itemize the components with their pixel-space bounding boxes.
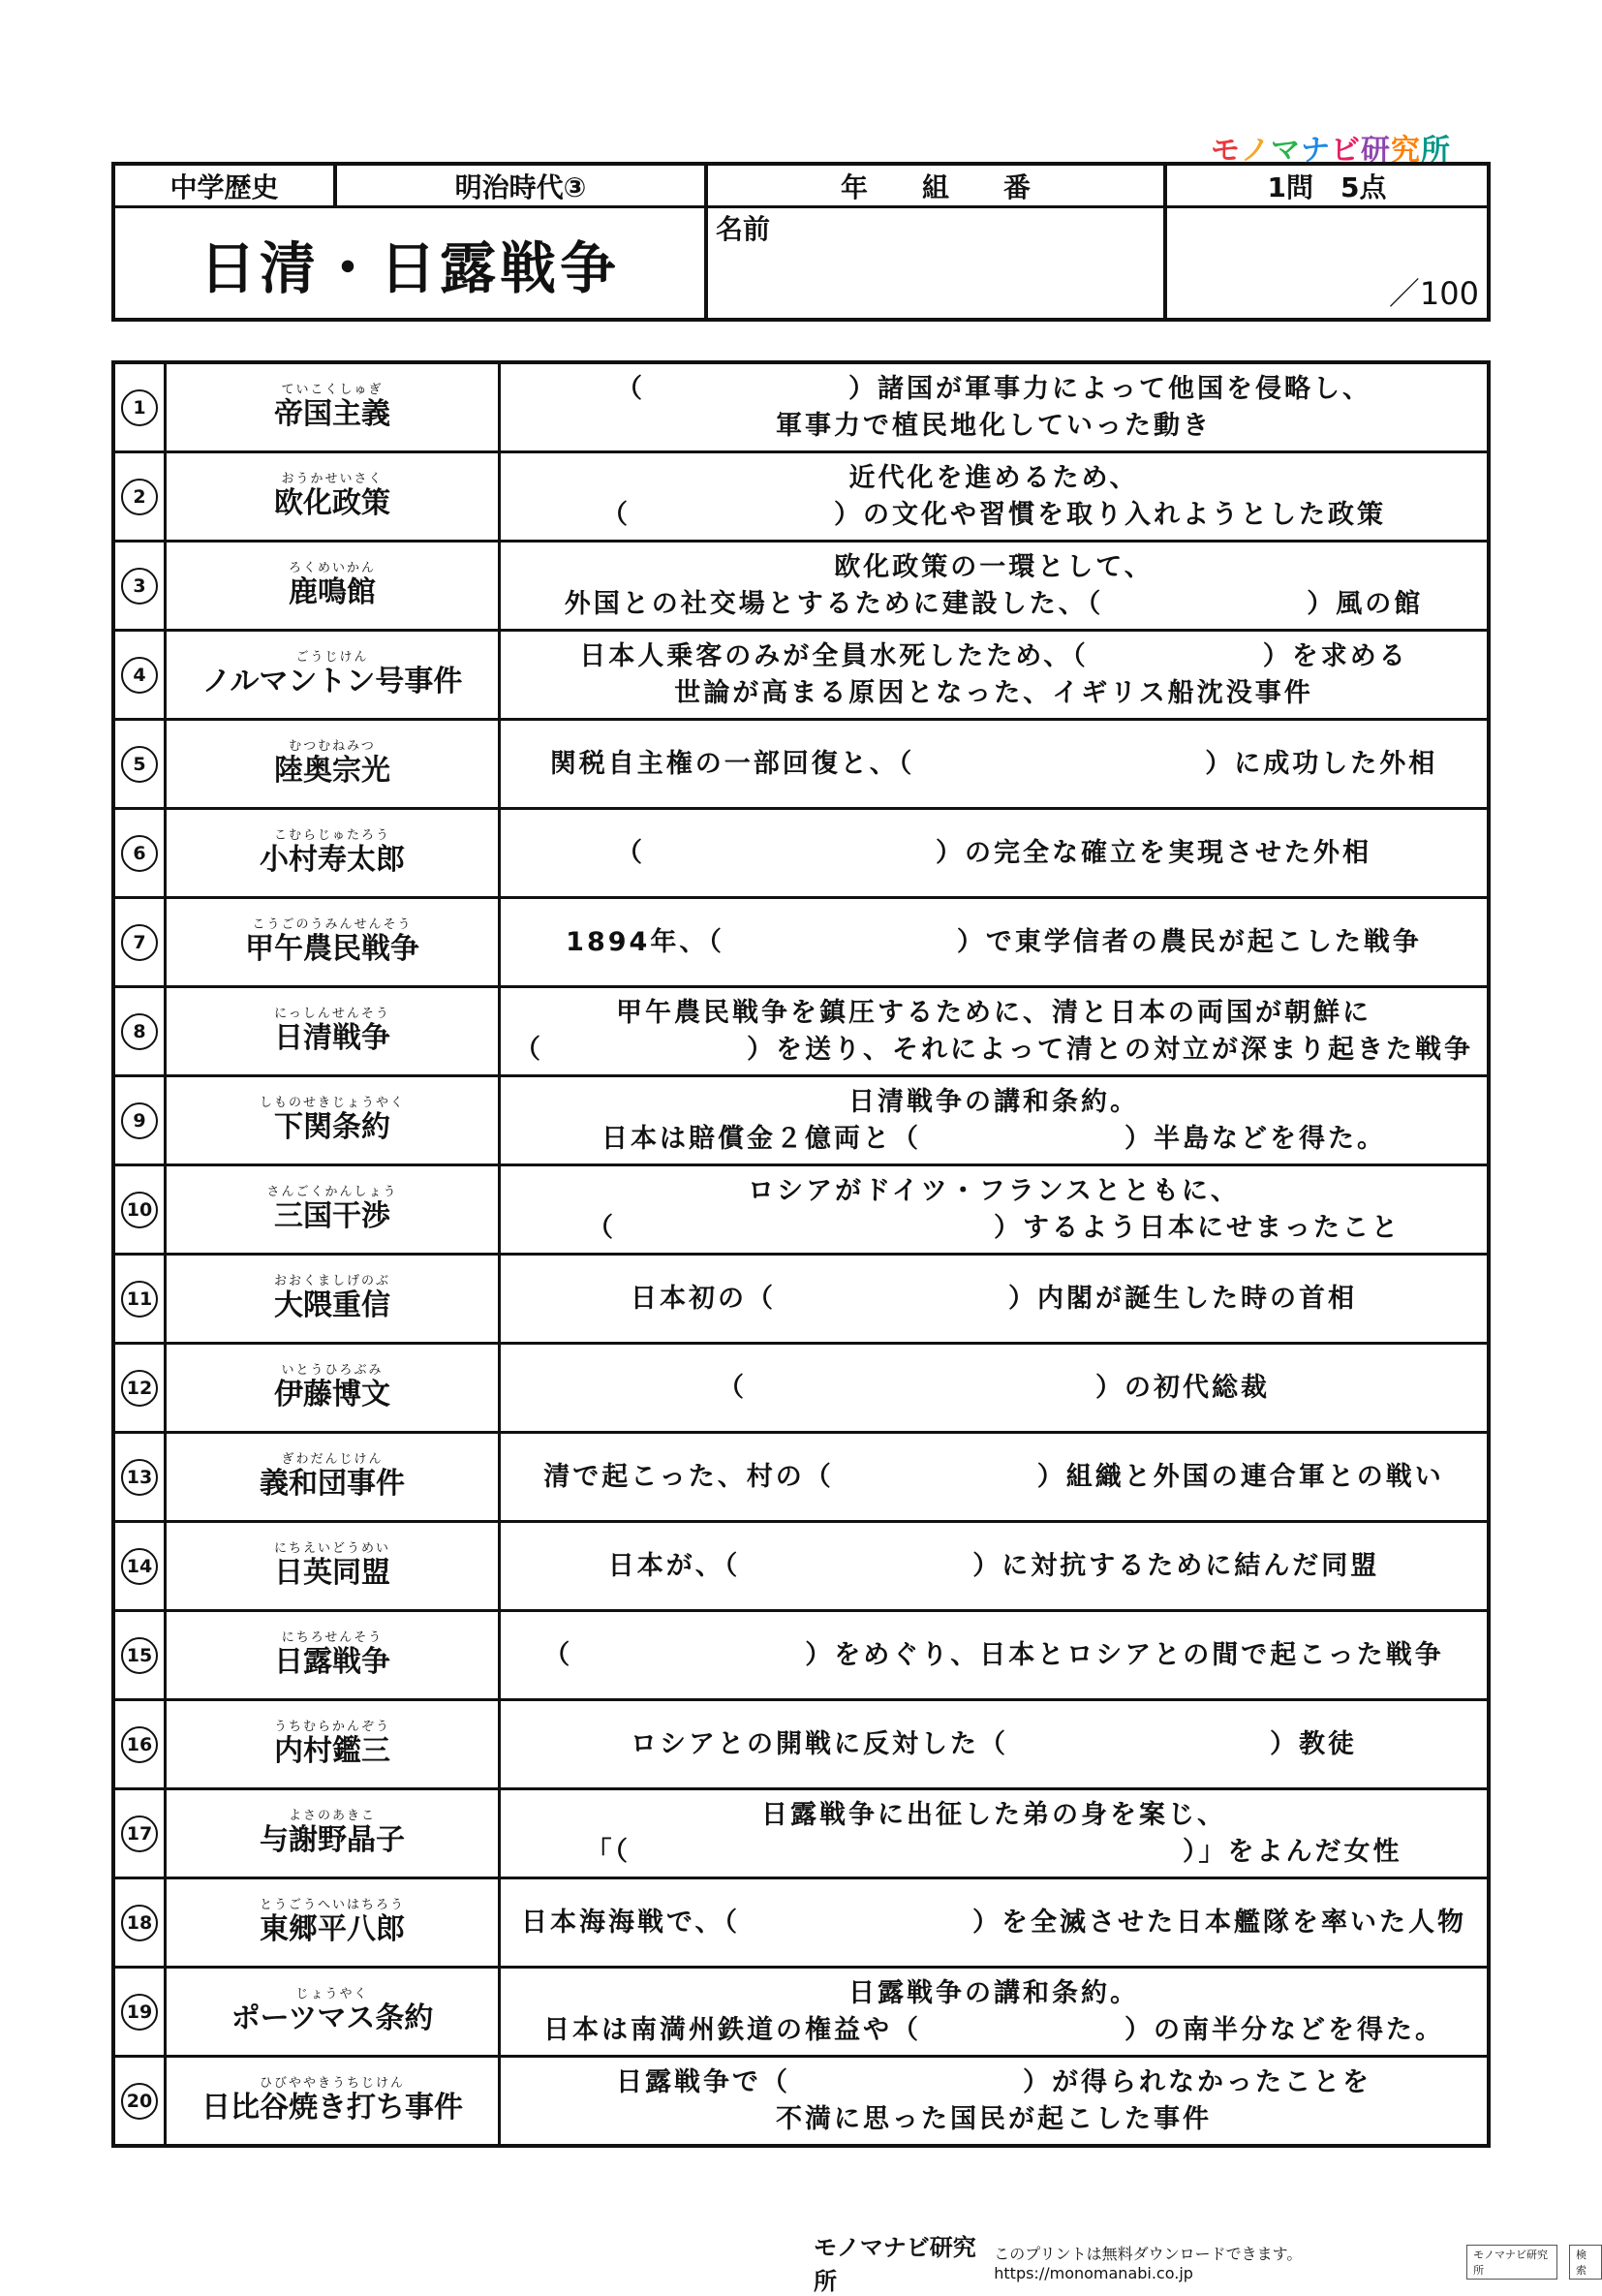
logo-char: 究 (1391, 134, 1421, 168)
description-line: 清で起こった、村の（ ）組織と外国の連合軍との戦い (543, 1461, 1444, 1492)
unit-cell (337, 166, 704, 205)
term-cell (167, 543, 501, 629)
description-cell (501, 1166, 1487, 1253)
description-line: （ ）を送り、それによって清との対立が深まり起きた戦争 (514, 1034, 1473, 1065)
term-cell (167, 1790, 501, 1877)
logo-char: モ (1211, 134, 1241, 168)
term-ruby: にちえいどうめい (273, 1540, 390, 1556)
page-title: 日清・日露戦争 (199, 235, 620, 301)
term-text: 内村鑑三 (274, 1733, 390, 1768)
question-number: 8 (121, 1013, 158, 1050)
description-line: 日露戦争で（ ）が得られなかったことを (616, 2066, 1371, 2097)
description-line: 日本が、（ ）に対抗するために結んだ同盟 (607, 1550, 1380, 1581)
description-line: （ ）の完全な確立を実現させた外相 (616, 837, 1371, 868)
term-ruby: ぎわだんじけん (281, 1451, 384, 1467)
term-cell (167, 1969, 501, 2055)
unit: 明治時代③ (454, 171, 587, 203)
description-line: 外国との社交場とするために建設した、（ ）風の館 (564, 588, 1424, 619)
description-line: （ ）するよう日本にせまったこと (587, 1212, 1401, 1243)
description-line: 日本人乗客のみが全員水死したため、（ ）を求める (579, 640, 1408, 671)
footer-logo: モノマナビ研究所 (814, 2234, 976, 2295)
question-number: 16 (121, 1726, 158, 1763)
term-ruby: とうごうへいはちろう (259, 1897, 405, 1912)
question-number-cell (115, 1879, 167, 1966)
description-cell (501, 1345, 1487, 1431)
question-row (115, 543, 1487, 632)
term-text: 帝国主義 (274, 396, 390, 431)
term-text: ポーツマス条約 (231, 2001, 434, 2035)
question-number: 10 (121, 1192, 158, 1228)
description-line: 「（ ）」をよんだ女性 (585, 1836, 1402, 1867)
footer-brand-button[interactable]: モノマナビ研究所 (1466, 2245, 1557, 2280)
question-row (115, 1077, 1487, 1166)
question-row (115, 1166, 1487, 1256)
description-line: ロシアとの開戦に反対した（ ）教徒 (631, 1728, 1357, 1759)
question-number: 2 (121, 479, 158, 515)
question-number-cell (115, 1701, 167, 1787)
term-text: 与謝野晶子 (260, 1822, 405, 1857)
description-cell (501, 1256, 1487, 1342)
term-ruby: しものせきじょうやく (259, 1095, 405, 1110)
footer (814, 2228, 1602, 2296)
term-ruby: じょうやく (295, 1986, 369, 2001)
description-line: 日本は南満州鉄道の権益や（ ）の南半分などを得た。 (543, 2014, 1444, 2045)
description-line: ロシアがドイツ・フランスとともに、 (748, 1175, 1240, 1206)
description-cell (501, 453, 1487, 540)
question-number-cell (115, 810, 167, 896)
description-line: 世論が高まる原因となった、イギリス船沈没事件 (674, 677, 1313, 708)
description-cell (501, 1434, 1487, 1520)
term-cell (167, 1612, 501, 1698)
description-cell (501, 1077, 1487, 1164)
question-row (115, 1790, 1487, 1879)
term-text: 小村寿太郎 (260, 842, 405, 877)
question-number-cell (115, 899, 167, 985)
term-ruby: うちむらかんぞう (273, 1719, 390, 1734)
question-number: 19 (121, 1994, 158, 2031)
question-table (111, 360, 1491, 2148)
question-number: 4 (121, 657, 158, 694)
term-cell (167, 1345, 501, 1431)
term-cell (167, 721, 501, 807)
term-cell (167, 2058, 501, 2144)
term-ruby: おおくましげのぶ (273, 1273, 390, 1288)
question-row (115, 1523, 1487, 1612)
description-cell (501, 1701, 1487, 1787)
question-row (115, 2058, 1487, 2144)
term-ruby: さんごくかんしょう (266, 1184, 398, 1199)
logo-char: マ (1271, 134, 1301, 168)
question-number-cell (115, 632, 167, 718)
description-line: 日露戦争の講和条約。 (848, 1977, 1139, 2008)
description-cell (501, 1523, 1487, 1609)
question-row (115, 1434, 1487, 1523)
logo-char: 研 (1361, 134, 1391, 168)
question-row (115, 1256, 1487, 1345)
term-cell (167, 1166, 501, 1253)
term-cell (167, 1256, 501, 1342)
question-row (115, 364, 1487, 453)
description-cell (501, 988, 1487, 1074)
question-number: 18 (121, 1905, 158, 1941)
description-line: 1894年、（ ）で東学信者の農民が起こした戦争 (566, 926, 1422, 957)
question-number: 3 (121, 568, 158, 605)
description-cell (501, 543, 1487, 629)
description-cell (501, 632, 1487, 718)
footer-note: このプリントは無料ダウンロードできます。https://monomanabi.co.jp (994, 2245, 1303, 2282)
question-row (115, 721, 1487, 810)
question-row (115, 1701, 1487, 1790)
description-cell (501, 1790, 1487, 1877)
question-number-cell (115, 1077, 167, 1164)
description-line: 欧化政策の一環として、 (834, 551, 1154, 582)
term-text: 日英同盟 (274, 1555, 390, 1590)
question-number: 12 (121, 1370, 158, 1407)
description-cell (501, 1879, 1487, 1966)
description-line: 軍事力で植民地化していった動き (776, 410, 1212, 441)
question-number: 15 (121, 1637, 158, 1674)
term-ruby: むつむねみつ (289, 738, 376, 754)
description-line: 日本海海戦で、（ ）を全滅させた日本艦隊を率いた人物 (521, 1907, 1466, 1938)
term-ruby: ろくめいかん (288, 560, 376, 575)
question-number-cell (115, 1523, 167, 1609)
question-row (115, 1879, 1487, 1969)
question-number-cell (115, 1166, 167, 1253)
description-cell (501, 899, 1487, 985)
question-row (115, 453, 1487, 543)
question-row (115, 1612, 1487, 1701)
points: 1問 5点 (1267, 171, 1387, 203)
question-number: 11 (121, 1281, 158, 1318)
question-number: 17 (121, 1815, 158, 1852)
question-number-cell (115, 364, 167, 450)
term-text: 欧化政策 (274, 485, 390, 520)
term-cell (167, 899, 501, 985)
question-number-cell (115, 2058, 167, 2144)
question-row (115, 632, 1487, 721)
term-cell (167, 1077, 501, 1164)
term-cell (167, 810, 501, 896)
term-text: 伊藤博文 (274, 1377, 390, 1412)
description-line: 甲午農民戦争を鎮圧するために、清と日本の両国が朝鮮に (616, 997, 1371, 1028)
question-row (115, 810, 1487, 899)
question-row (115, 1345, 1487, 1434)
header-table (111, 162, 1491, 322)
question-number: 7 (121, 924, 158, 961)
question-number-cell (115, 1790, 167, 1877)
question-number: 14 (121, 1548, 158, 1585)
question-number: 20 (121, 2083, 158, 2120)
term-text: 鹿鳴館 (289, 574, 376, 609)
question-number-cell (115, 1612, 167, 1698)
description-line: （ ）の初代総裁 (718, 1372, 1270, 1403)
description-line: 関税自主権の一部回復と、（ ）に成功した外相 (549, 748, 1438, 779)
description-cell (501, 364, 1487, 450)
term-ruby: にっしんせんそう (274, 1006, 390, 1021)
question-number-cell (115, 1256, 167, 1342)
footer-search-button[interactable]: 検索 (1569, 2245, 1602, 2280)
term-ruby: いとうひろぶみ (281, 1362, 384, 1378)
logo-char: ナ (1301, 134, 1331, 168)
question-number-cell (115, 1345, 167, 1431)
question-row (115, 899, 1487, 988)
question-number: 9 (121, 1102, 158, 1139)
question-row (115, 988, 1487, 1077)
term-cell (167, 1523, 501, 1609)
term-text: 日露戦争 (274, 1644, 390, 1679)
term-ruby: ごうじけん (295, 649, 369, 665)
question-number: 13 (121, 1459, 158, 1496)
term-cell (167, 1701, 501, 1787)
term-cell (167, 1434, 501, 1520)
question-row (115, 1969, 1487, 2058)
term-ruby: こうごのうみんせんそう (252, 916, 413, 932)
description-cell (501, 1969, 1487, 2055)
question-number: 5 (121, 746, 158, 783)
question-number-cell (115, 453, 167, 540)
description-line: 日本は賠償金２億両と（ ）半島などを得た。 (601, 1123, 1386, 1154)
logo-char: ビ (1331, 134, 1361, 168)
question-number: 1 (121, 389, 158, 426)
term-text: 三国干渉 (274, 1198, 390, 1233)
term-text: 義和団事件 (260, 1466, 405, 1501)
term-cell (167, 1879, 501, 1966)
subject: 中学歴史 (169, 171, 279, 203)
term-ruby: こむらじゅたろう (273, 827, 390, 843)
description-line: （ ）の文化や習慣を取り入れようとした政策 (601, 499, 1386, 530)
term-cell (167, 364, 501, 450)
term-ruby: よさのあきこ (288, 1808, 376, 1823)
term-text: 日比谷焼き打ち事件 (201, 2090, 463, 2125)
class-fields: 年 組 番 (840, 171, 1031, 203)
description-line: （ ）諸国が軍事力によって他国を侵略し、 (616, 373, 1371, 404)
term-ruby: にちろせんそう (281, 1629, 384, 1645)
question-number-cell (115, 1969, 167, 2055)
question-number-cell (115, 543, 167, 629)
class-fields-cell (708, 166, 1163, 205)
description-line: （ ）をめぐり、日本とロシアとの間で起こった戦争 (543, 1639, 1444, 1670)
term-text: 陸奥宗光 (274, 753, 390, 788)
term-ruby: おうかせいさく (281, 471, 384, 486)
term-text: 東郷平八郎 (260, 1911, 405, 1946)
description-line: 近代化を進めるため、 (848, 462, 1139, 493)
logo-char: ノ (1241, 134, 1271, 168)
description-cell (501, 1612, 1487, 1698)
description-cell (501, 2058, 1487, 2144)
score-total: ／100 (1388, 275, 1479, 312)
term-text: 日清戦争 (274, 1020, 390, 1055)
name-label: 名前 (716, 213, 771, 245)
term-text: 甲午農民戦争 (245, 931, 419, 966)
term-cell (167, 988, 501, 1074)
question-number-cell (115, 988, 167, 1074)
description-cell (501, 721, 1487, 807)
description-line: 日露戦争に出征した弟の身を案じ、 (761, 1799, 1226, 1830)
logo-char: 所 (1421, 134, 1451, 168)
description-line: 日清戦争の講和条約。 (848, 1086, 1139, 1117)
question-number-cell (115, 721, 167, 807)
description-line: 不満に思った国民が起こした事件 (776, 2103, 1212, 2134)
term-text: ノルマントン号事件 (201, 664, 463, 698)
question-number-cell (115, 1434, 167, 1520)
points-cell (1167, 166, 1487, 205)
term-ruby: ひびややきうちじけん (259, 2075, 405, 2091)
term-text: 下関条約 (274, 1109, 390, 1144)
subject-cell (115, 166, 333, 205)
term-cell (167, 632, 501, 718)
question-number: 6 (121, 835, 158, 872)
description-line: 日本初の（ ）内閣が誕生した時の首相 (631, 1283, 1357, 1314)
description-cell (501, 810, 1487, 896)
term-ruby: ていこくしゅぎ (281, 382, 384, 397)
term-text: 大隈重信 (274, 1288, 390, 1322)
term-cell (167, 453, 501, 540)
